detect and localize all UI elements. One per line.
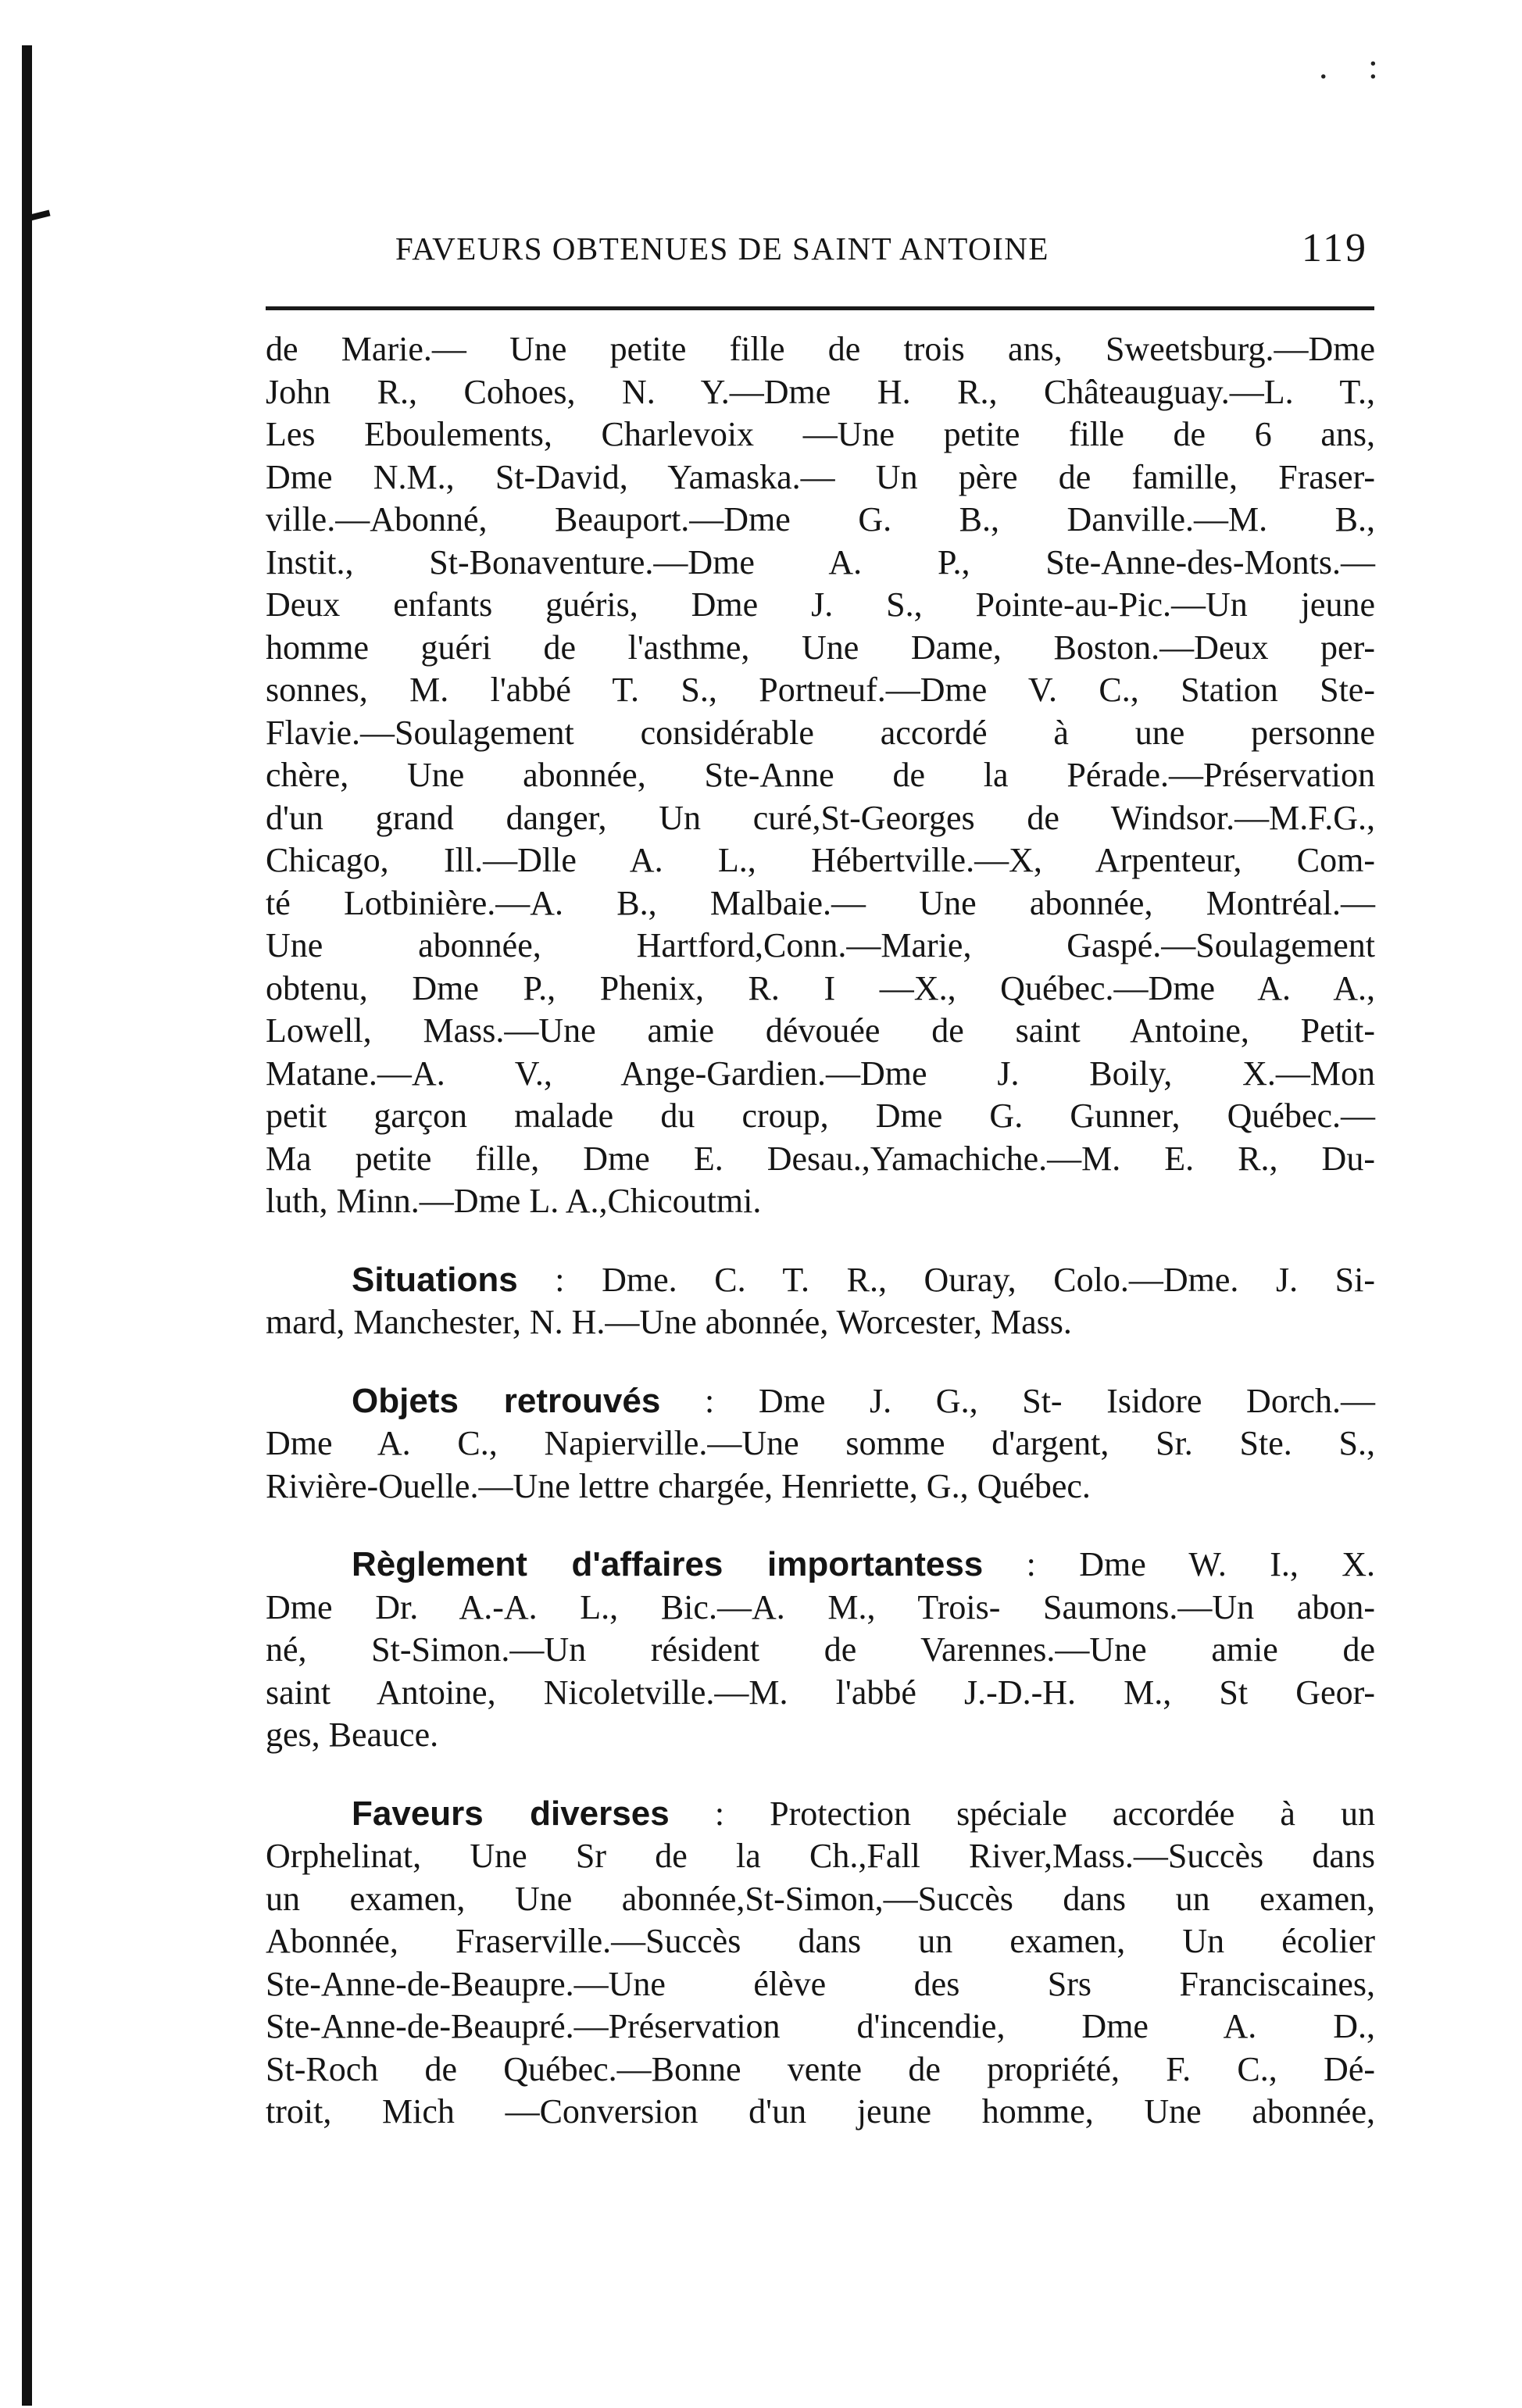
text-line: sonnes, M. l'abbé T. S., Portneuf.—Dme V. C., Station Ste- bbox=[266, 671, 1375, 709]
body-text bbox=[266, 328, 1375, 2134]
text-line: St-Roch de Québec.—Bonne vente de propriété, F. C., Dé- bbox=[266, 2049, 1375, 2088]
text-line: Dme N.M., St-David, Yamaska.— Un père de famille, Fraser- bbox=[266, 457, 1375, 496]
running-head-title: FAVEURS OBTENUES DE SAINT ANTOINE bbox=[395, 231, 1049, 267]
text-line: Rivière-Ouelle.—Une lettre chargée, Henriette, G., Québec. bbox=[266, 1466, 1091, 1505]
text-line: ville.—Abonné, Beauport.—Dme G. B., Danville.—M. B., bbox=[266, 500, 1375, 538]
text-line: mard, Manchester, N. H.—Une abonnée, Worcester, Mass. bbox=[266, 1303, 1072, 1341]
text-line: Ste-Anne-de-Beaupré.—Préservation d'incendie, Dme A. D., bbox=[266, 2007, 1375, 2045]
section-heading-faveurs-diverses: Faveurs diverses bbox=[352, 1794, 670, 1833]
text-line bbox=[266, 1544, 1375, 1587]
text-line: Ste-Anne-de-Beaupre.—Une élève des Srs Franciscaines, bbox=[266, 1964, 1375, 2003]
text-line: Lowell, Mass.—Une amie dévouée de saint Antoine, Petit- bbox=[266, 1011, 1375, 1050]
text-line: Une abonnée, Hartford,Conn.—Marie, Gaspé.—Soulagement bbox=[266, 926, 1375, 964]
text-line: Ma petite fille, Dme E. Desau.,Yamachiche.—M. E. R., Du- bbox=[266, 1139, 1375, 1178]
text-line bbox=[266, 1380, 1375, 1423]
corner-marks: . : bbox=[1319, 46, 1394, 86]
text-run: : Protection spéciale accordée à un bbox=[714, 1794, 1376, 1833]
text-line: Chicago, Ill.—Dlle A. L., Hébertville.—X, Arpenteur, Com- bbox=[266, 841, 1375, 879]
paragraph-favors-list bbox=[266, 328, 1375, 1223]
text-line: d'un grand danger, Un curé,St-Georges de Windsor.—M.F.G., bbox=[266, 798, 1375, 837]
text-run: : Dme. C. T. R., Ouray, Colo.—Dme. J. Si- bbox=[555, 1260, 1376, 1299]
text-line: Dme A. C., Napierville.—Une somme d'argent, Sr. Ste. S., bbox=[266, 1424, 1375, 1462]
text-run: : Dme J. G., St- Isidore Dorch.— bbox=[704, 1381, 1376, 1420]
paragraph-situations bbox=[266, 1259, 1375, 1344]
text-line: de Marie.— Une petite fille de trois ans, Sweetsburg.—Dme bbox=[266, 330, 1375, 368]
page-binding-edge bbox=[22, 45, 32, 2406]
text-run: : Dme W. I., X. bbox=[1026, 1545, 1376, 1583]
paragraph-faveurs-diverses bbox=[266, 1793, 1375, 2134]
text-line: Flavie.—Soulagement considérable accordé à une personne bbox=[266, 713, 1375, 752]
text-line: Matane.—A. V., Ange-Gardien.—Dme J. Boily, X.—Mon bbox=[266, 1054, 1375, 1093]
paragraph-reglement-affaires bbox=[266, 1544, 1375, 1757]
text-line: Deux enfants guéris, Dme J. S., Pointe-au-Pic.—Un jeune bbox=[266, 585, 1375, 624]
text-line: Instit., St-Bonaventure.—Dme A. P., Ste-Anne-des-Monts.— bbox=[266, 542, 1375, 581]
text-line: ges, Beauce. bbox=[266, 1716, 439, 1754]
text-line bbox=[266, 1259, 1375, 1302]
text-line: un examen, Une abonnée,St-Simon,—Succès dans un examen, bbox=[266, 1879, 1375, 1918]
text-line: Les Eboulements, Charlevoix —Une petite fille de 6 ans, bbox=[266, 415, 1375, 453]
text-line: petit garçon malade du croup, Dme G. Gunner, Québec.— bbox=[266, 1097, 1375, 1135]
text-line: Orphelinat, Une Sr de la Ch.,Fall River,Mass.—Succès dans bbox=[266, 1837, 1375, 1875]
text-line: né, St-Simon.—Un résident de Varennes.—Une amie de bbox=[266, 1630, 1375, 1669]
text-line: homme guéri de l'asthme, Une Dame, Boston.—Deux per- bbox=[266, 628, 1375, 667]
section-heading-objets-retrouves: Objets retrouvés bbox=[352, 1381, 661, 1420]
running-head bbox=[395, 225, 1376, 280]
text-line bbox=[266, 1793, 1375, 1836]
text-line: saint Antoine, Nicoletville.—M. l'abbé J.-D.-H. M., St Geor- bbox=[266, 1673, 1375, 1712]
text-line: té Lotbinière.—A. B., Malbaie.— Une abonnée, Montréal.— bbox=[266, 883, 1375, 922]
text-line: luth, Minn.—Dme L. A.,Chicoutmi. bbox=[266, 1182, 762, 1220]
text-line: troit, Mich —Conversion d'un jeune homme, Une abonnée, bbox=[266, 2092, 1375, 2131]
section-heading-reglement-affaires: Règlement d'affaires importantess bbox=[352, 1545, 984, 1583]
text-line: John R., Cohoes, N. Y.—Dme H. R., Châteauguay.—L. T., bbox=[266, 372, 1375, 411]
page-number: 119 bbox=[1301, 226, 1368, 270]
paragraph-objets-retrouves bbox=[266, 1380, 1375, 1508]
text-line: Dme Dr. A.-A. L., Bic.—A. M., Trois- Saumons.—Un abon- bbox=[266, 1587, 1375, 1626]
text-line: Abonnée, Fraserville.—Succès dans un examen, Un écolier bbox=[266, 1922, 1375, 1960]
header-rule bbox=[266, 306, 1374, 310]
text-line: chère, Une abonnée, Ste-Anne de la Pérade.—Préservation bbox=[266, 756, 1375, 794]
section-heading-situations: Situations bbox=[352, 1260, 518, 1299]
text-line: obtenu, Dme P., Phenix, R. I —X., Québec.—Dme A. A., bbox=[266, 968, 1375, 1007]
